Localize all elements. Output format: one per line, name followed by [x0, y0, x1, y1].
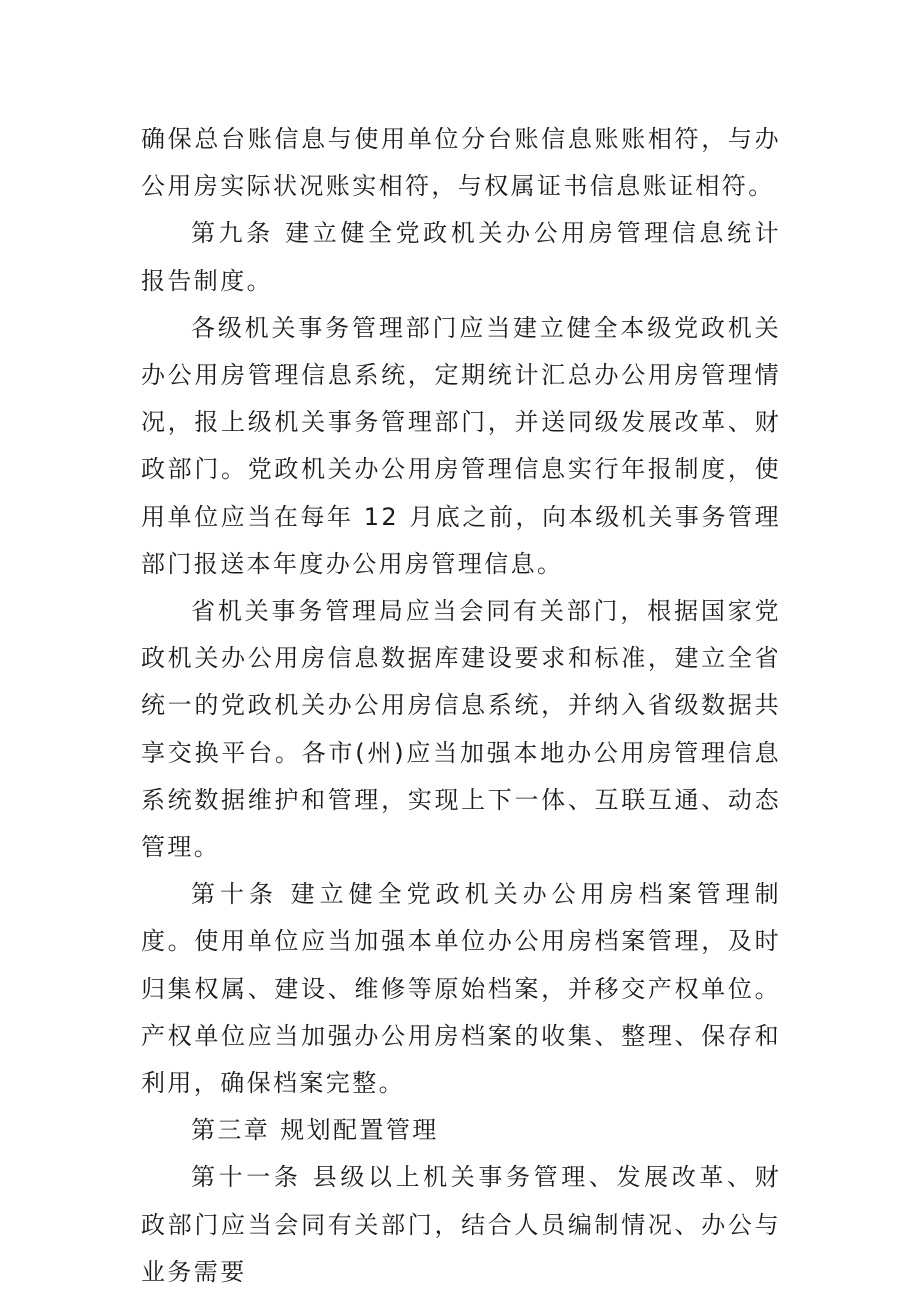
article-10-paragraph: 第十条 建立健全党政机关办公用房档案管理制度。使用单位应当加强本单位办公用房档案管理，及时归集权属、建设、维修等原始档案，并移交产权单位。产权单位应当加强办公用房档案的收集、整理、保存和利用，确保档案完整。 [141, 880, 781, 1098]
article-9-heading: 第九条 建立健全党政机关办公用房管理信息统计报告制度。 [141, 219, 781, 295]
chapter-3-heading: 第三章 规划配置管理 [191, 1116, 439, 1145]
article-9-paragraph-2: 省机关事务管理局应当会同有关部门，根据国家党政机关办公用房信息数据库建设要求和标准，建立全省统一的党政机关办公用房信息系统，并纳入省级数据共享交换平台。各市(州)应当加强本地办公用房管理信息系统数据维护和管理，实现上下一体、互联互通、动态管理。 [141, 597, 781, 862]
article-11-paragraph: 第十一条 县级以上机关事务管理、发展改革、财政部门应当会同有关部门，结合人员编制情况、办公与业务需要 [141, 1163, 781, 1286]
document-body [141, 116, 781, 1296]
article-9-paragraph-1: 各级机关事务管理部门应当建立健全本级党政机关办公用房管理信息系统，定期统计汇总办公用房管理情况，报上级机关事务管理部门，并送同级发展改革、财政部门。党政机关办公用房管理信息实行年报制度，使用单位应当在每年 12 月底之前，向本级机关事务管理部门报送本年度办公用房管理信息。 [141, 313, 781, 578]
paragraph-continuation: 确保总台账信息与使用单位分台账信息账账相符，与办公用房实际状况账实相符，与权属证书信息账证相符。 [141, 125, 781, 201]
